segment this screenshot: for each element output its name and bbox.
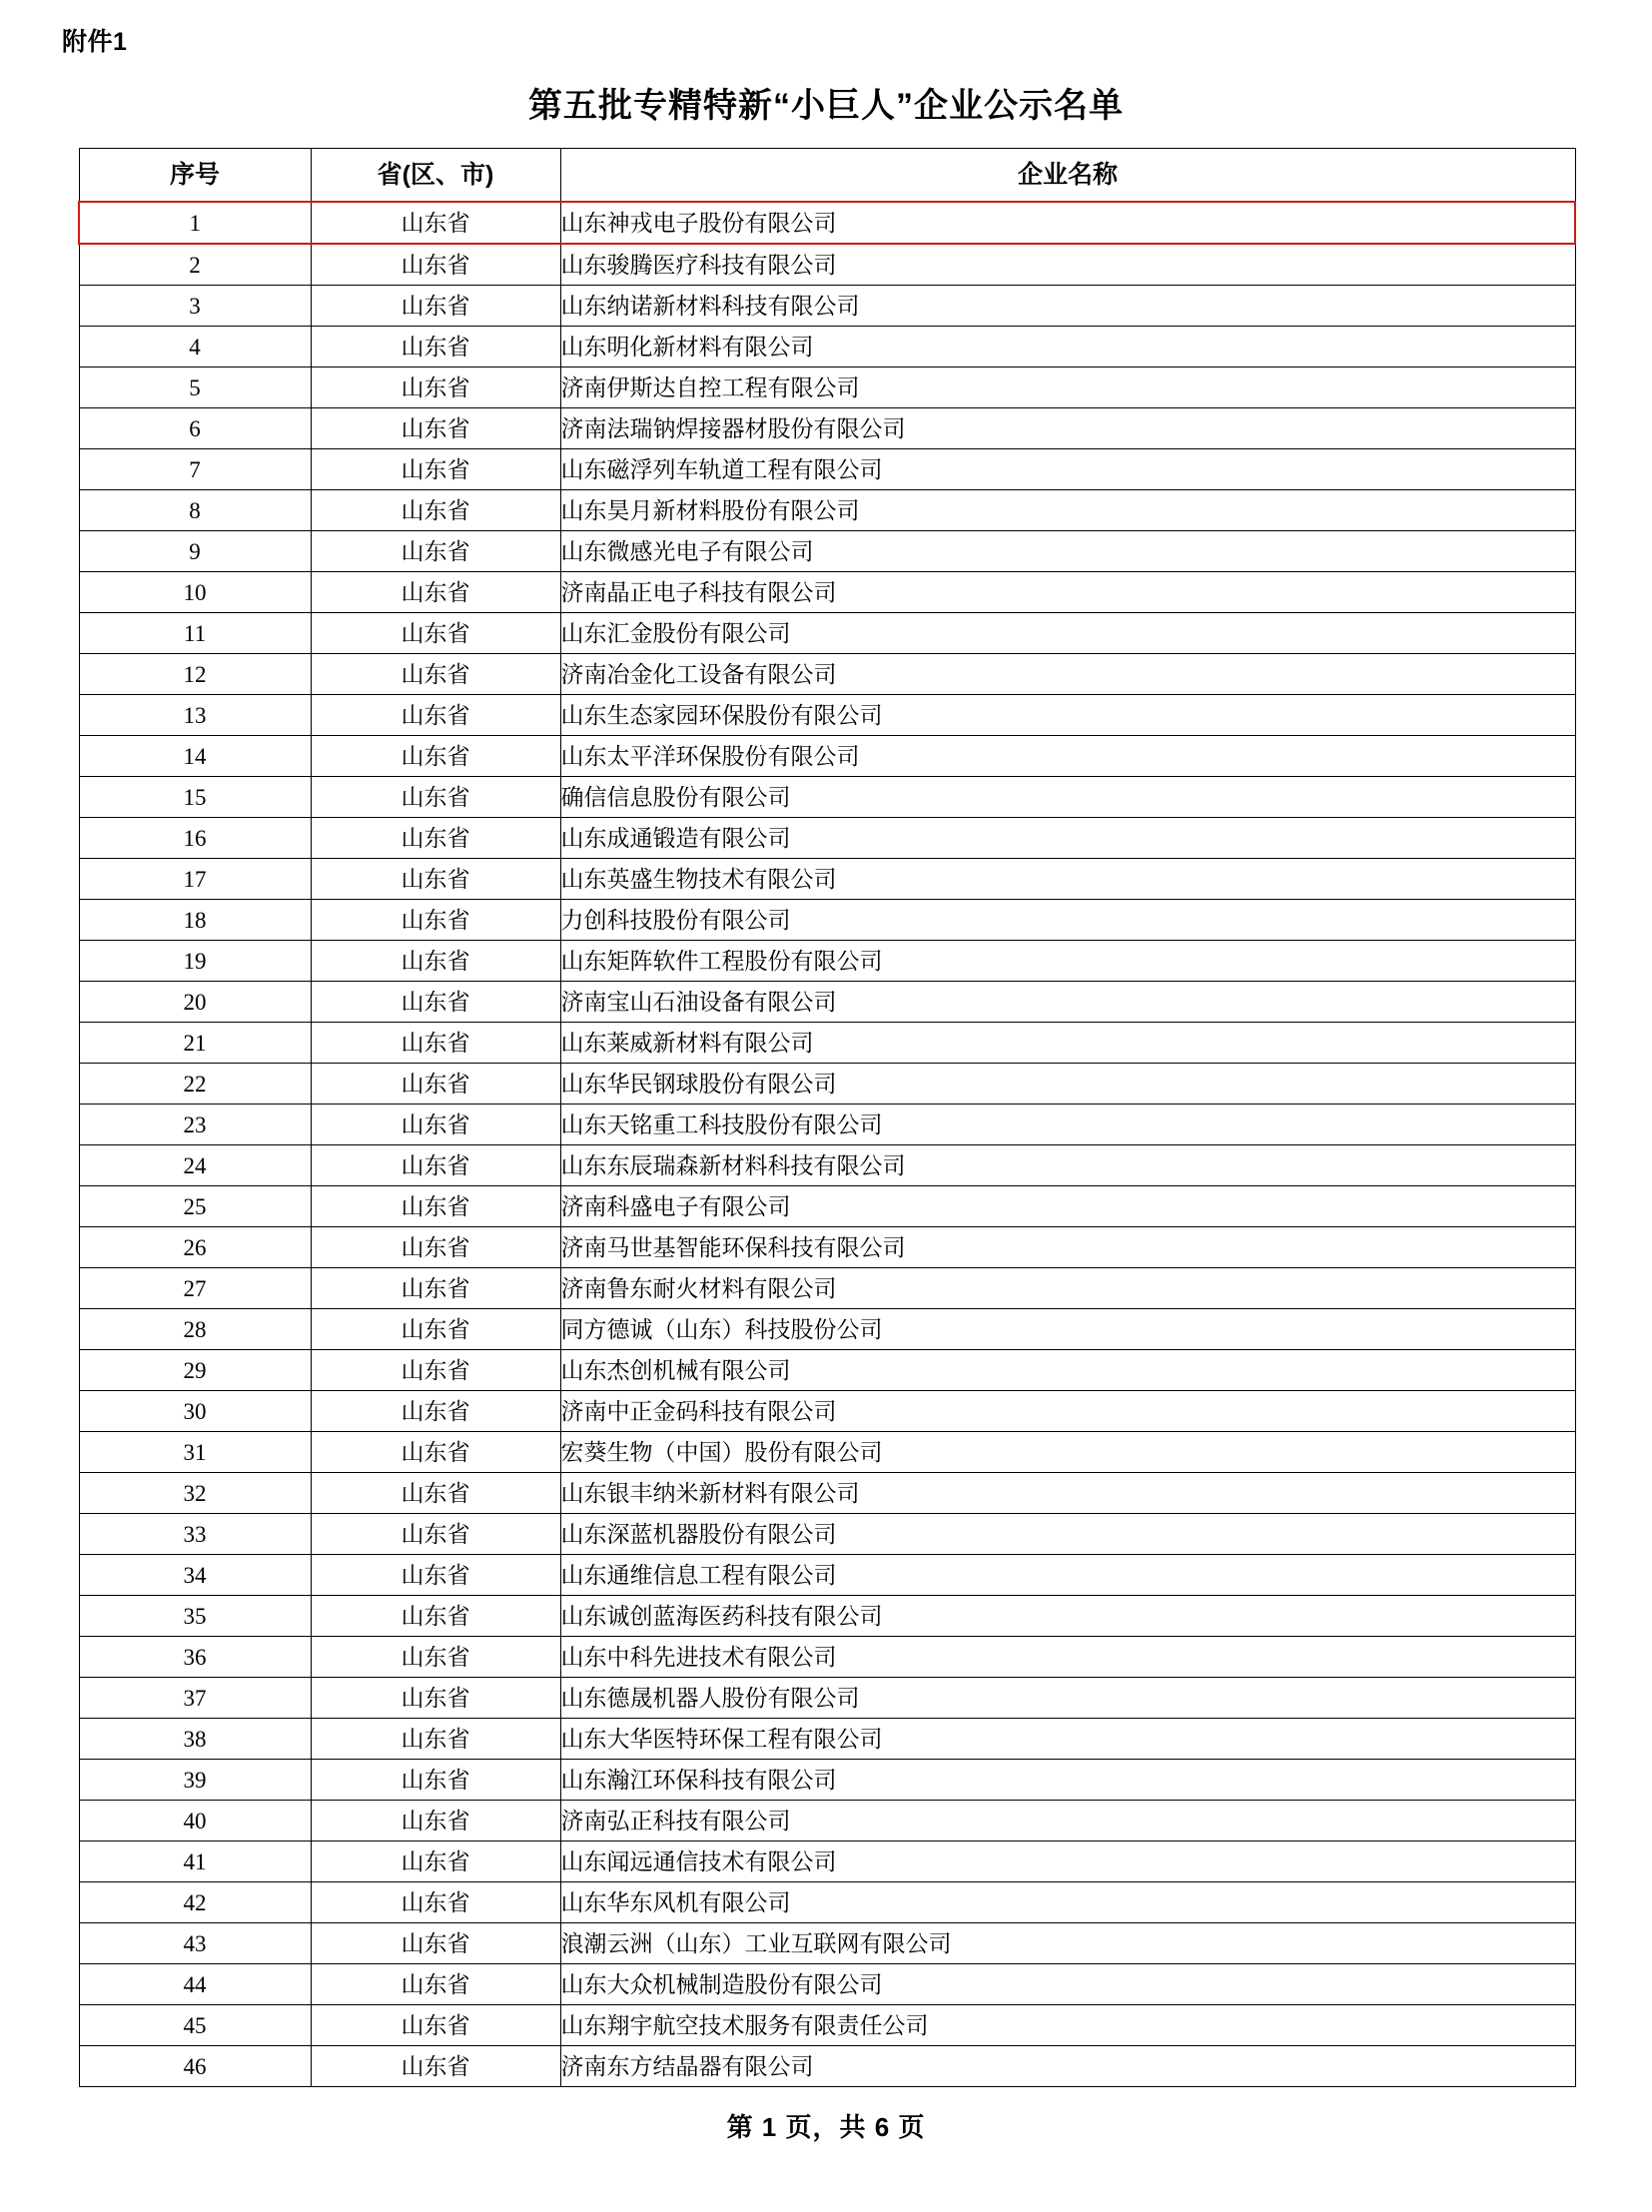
cell-province: 山东省 (311, 408, 560, 449)
cell-seq: 19 (79, 941, 311, 982)
cell-company: 山东德晟机器人股份有限公司 (560, 1678, 1575, 1719)
table-row (79, 1923, 1575, 1964)
cell-seq: 5 (79, 368, 311, 408)
cell-company: 山东翔宇航空技术服务有限责任公司 (560, 2005, 1575, 2046)
cell-seq: 42 (79, 1882, 311, 1923)
table-row (79, 368, 1575, 408)
cell-seq: 9 (79, 531, 311, 572)
cell-province: 山东省 (311, 1186, 560, 1227)
cell-company: 济南东方结晶器有限公司 (560, 2046, 1575, 2087)
table-row (79, 1555, 1575, 1596)
cell-province: 山东省 (311, 1432, 560, 1473)
cell-province: 山东省 (311, 900, 560, 941)
cell-company: 山东诚创蓝海医药科技有限公司 (560, 1596, 1575, 1637)
cell-province: 山东省 (311, 1801, 560, 1842)
cell-seq: 45 (79, 2005, 311, 2046)
cell-company: 山东成通锻造有限公司 (560, 818, 1575, 859)
cell-company: 山东大众机械制造股份有限公司 (560, 1964, 1575, 2005)
cell-company: 山东通维信息工程有限公司 (560, 1555, 1575, 1596)
table-row (79, 695, 1575, 736)
table-row (79, 1842, 1575, 1882)
table-row (79, 286, 1575, 327)
cell-province: 山东省 (311, 572, 560, 613)
cell-seq: 28 (79, 1309, 311, 1350)
table-row (79, 2046, 1575, 2087)
cell-company: 山东天铭重工科技股份有限公司 (560, 1105, 1575, 1145)
table-row (79, 1391, 1575, 1432)
table-row (79, 1637, 1575, 1678)
cell-company: 济南伊斯达自控工程有限公司 (560, 368, 1575, 408)
cell-seq: 26 (79, 1227, 311, 1268)
roster-table-body (79, 202, 1575, 2087)
table-row (79, 2005, 1575, 2046)
table-row (79, 531, 1575, 572)
cell-province: 山东省 (311, 1145, 560, 1186)
roster-table (78, 148, 1576, 2087)
cell-seq: 36 (79, 1637, 311, 1678)
column-header-seq: 序号 (79, 149, 311, 203)
cell-province: 山东省 (311, 1391, 560, 1432)
table-row (79, 1473, 1575, 1514)
cell-seq: 31 (79, 1432, 311, 1473)
cell-seq: 17 (79, 859, 311, 900)
table-row (79, 1023, 1575, 1064)
table-row (79, 859, 1575, 900)
cell-province: 山东省 (311, 1637, 560, 1678)
cell-province: 山东省 (311, 1514, 560, 1555)
cell-company: 山东大华医特环保工程有限公司 (560, 1719, 1575, 1760)
cell-seq: 15 (79, 777, 311, 818)
cell-province: 山东省 (311, 736, 560, 777)
table-row (79, 1350, 1575, 1391)
table-row (79, 1064, 1575, 1105)
cell-seq: 20 (79, 982, 311, 1023)
cell-company: 力创科技股份有限公司 (560, 900, 1575, 941)
table-row (79, 449, 1575, 490)
cell-company: 山东磁浮列车轨道工程有限公司 (560, 449, 1575, 490)
cell-province: 山东省 (311, 531, 560, 572)
table-row (79, 1268, 1575, 1309)
cell-province: 山东省 (311, 654, 560, 695)
cell-company: 济南马世基智能环保科技有限公司 (560, 1227, 1575, 1268)
cell-company: 山东瀚江环保科技有限公司 (560, 1760, 1575, 1801)
cell-company: 山东微感光电子有限公司 (560, 531, 1575, 572)
table-header-row (79, 149, 1575, 203)
cell-company: 浪潮云洲（山东）工业互联网有限公司 (560, 1923, 1575, 1964)
cell-seq: 22 (79, 1064, 311, 1105)
cell-province: 山东省 (311, 244, 560, 286)
cell-seq: 1 (79, 202, 311, 244)
cell-province: 山东省 (311, 1309, 560, 1350)
cell-seq: 2 (79, 244, 311, 286)
cell-province: 山东省 (311, 1760, 560, 1801)
cell-company: 宏葵生物（中国）股份有限公司 (560, 1432, 1575, 1473)
table-row (79, 654, 1575, 695)
table-row (79, 327, 1575, 368)
cell-company: 确信信息股份有限公司 (560, 777, 1575, 818)
cell-seq: 3 (79, 286, 311, 327)
table-row (79, 1186, 1575, 1227)
cell-seq: 30 (79, 1391, 311, 1432)
cell-province: 山东省 (311, 1555, 560, 1596)
table-row (79, 1432, 1575, 1473)
cell-province: 山东省 (311, 1964, 560, 2005)
cell-seq: 23 (79, 1105, 311, 1145)
cell-company: 济南宝山石油设备有限公司 (560, 982, 1575, 1023)
cell-company: 山东英盛生物技术有限公司 (560, 859, 1575, 900)
cell-seq: 14 (79, 736, 311, 777)
table-row (79, 1309, 1575, 1350)
cell-company: 济南法瑞钠焊接器材股份有限公司 (560, 408, 1575, 449)
cell-seq: 18 (79, 900, 311, 941)
table-row (79, 490, 1575, 531)
cell-seq: 32 (79, 1473, 311, 1514)
cell-company: 济南中正金码科技有限公司 (560, 1391, 1575, 1432)
cell-province: 山东省 (311, 202, 560, 244)
cell-company: 同方德诚（山东）科技股份公司 (560, 1309, 1575, 1350)
column-header-province: 省(区、市) (311, 149, 560, 203)
cell-company: 山东中科先进技术有限公司 (560, 1637, 1575, 1678)
cell-province: 山东省 (311, 1268, 560, 1309)
cell-seq: 21 (79, 1023, 311, 1064)
cell-company: 山东生态家园环保股份有限公司 (560, 695, 1575, 736)
cell-province: 山东省 (311, 1350, 560, 1391)
cell-company: 济南晶正电子科技有限公司 (560, 572, 1575, 613)
cell-company: 山东太平洋环保股份有限公司 (560, 736, 1575, 777)
cell-seq: 13 (79, 695, 311, 736)
cell-company: 山东银丰纳米新材料有限公司 (560, 1473, 1575, 1514)
cell-province: 山东省 (311, 2046, 560, 2087)
table-row (79, 1105, 1575, 1145)
page-title: 第五批专精特新“小巨人”企业公示名单 (528, 87, 1124, 125)
table-row (79, 1596, 1575, 1637)
cell-province: 山东省 (311, 1678, 560, 1719)
cell-seq: 24 (79, 1145, 311, 1186)
cell-seq: 34 (79, 1555, 311, 1596)
cell-province: 山东省 (311, 1596, 560, 1637)
cell-seq: 29 (79, 1350, 311, 1391)
cell-province: 山东省 (311, 982, 560, 1023)
table-row (79, 900, 1575, 941)
cell-company: 济南弘正科技有限公司 (560, 1801, 1575, 1842)
cell-seq: 43 (79, 1923, 311, 1964)
cell-province: 山东省 (311, 1023, 560, 1064)
cell-seq: 11 (79, 613, 311, 654)
cell-seq: 7 (79, 449, 311, 490)
cell-company: 山东杰创机械有限公司 (560, 1350, 1575, 1391)
table-row (79, 1514, 1575, 1555)
cell-province: 山东省 (311, 1473, 560, 1514)
cell-province: 山东省 (311, 449, 560, 490)
cell-company: 山东昊月新材料股份有限公司 (560, 490, 1575, 531)
cell-province: 山东省 (311, 695, 560, 736)
cell-seq: 16 (79, 818, 311, 859)
cell-province: 山东省 (311, 286, 560, 327)
cell-province: 山东省 (311, 368, 560, 408)
table-row (79, 202, 1575, 244)
column-header-company: 企业名称 (560, 149, 1575, 203)
cell-seq: 25 (79, 1186, 311, 1227)
cell-company: 山东华民钢球股份有限公司 (560, 1064, 1575, 1105)
cell-province: 山东省 (311, 1923, 560, 1964)
cell-company: 济南鲁东耐火材料有限公司 (560, 1268, 1575, 1309)
table-row (79, 1964, 1575, 2005)
cell-company: 山东东辰瑞森新材料科技有限公司 (560, 1145, 1575, 1186)
cell-seq: 8 (79, 490, 311, 531)
cell-company: 山东明化新材料有限公司 (560, 327, 1575, 368)
cell-seq: 10 (79, 572, 311, 613)
cell-seq: 4 (79, 327, 311, 368)
cell-seq: 40 (79, 1801, 311, 1842)
table-row (79, 1145, 1575, 1186)
roster-table-container (78, 148, 1574, 2087)
table-row (79, 1882, 1575, 1923)
table-row (79, 1760, 1575, 1801)
cell-company: 山东闻远通信技术有限公司 (560, 1842, 1575, 1882)
cell-company: 山东骏腾医疗科技有限公司 (560, 244, 1575, 286)
cell-province: 山东省 (311, 1719, 560, 1760)
cell-province: 山东省 (311, 1105, 560, 1145)
table-row (79, 572, 1575, 613)
cell-seq: 46 (79, 2046, 311, 2087)
table-row (79, 982, 1575, 1023)
cell-seq: 33 (79, 1514, 311, 1555)
cell-company: 山东汇金股份有限公司 (560, 613, 1575, 654)
cell-seq: 6 (79, 408, 311, 449)
table-row (79, 408, 1575, 449)
cell-company: 山东神戎电子股份有限公司 (560, 202, 1575, 244)
cell-province: 山东省 (311, 818, 560, 859)
cell-province: 山东省 (311, 2005, 560, 2046)
attachment-label: 附件1 (62, 28, 128, 56)
cell-province: 山东省 (311, 490, 560, 531)
cell-seq: 35 (79, 1596, 311, 1637)
cell-company: 济南冶金化工设备有限公司 (560, 654, 1575, 695)
page-footer: 第 1 页，共 6 页 (726, 2112, 926, 2142)
table-row (79, 736, 1575, 777)
table-row (79, 1719, 1575, 1760)
cell-seq: 38 (79, 1719, 311, 1760)
table-row (79, 1227, 1575, 1268)
cell-company: 山东华东风机有限公司 (560, 1882, 1575, 1923)
table-row (79, 818, 1575, 859)
table-row (79, 613, 1575, 654)
cell-province: 山东省 (311, 941, 560, 982)
cell-province: 山东省 (311, 1842, 560, 1882)
cell-company: 山东矩阵软件工程股份有限公司 (560, 941, 1575, 982)
cell-province: 山东省 (311, 327, 560, 368)
cell-seq: 27 (79, 1268, 311, 1309)
cell-company: 山东莱威新材料有限公司 (560, 1023, 1575, 1064)
table-row (79, 777, 1575, 818)
cell-province: 山东省 (311, 1064, 560, 1105)
cell-seq: 37 (79, 1678, 311, 1719)
cell-province: 山东省 (311, 1227, 560, 1268)
cell-province: 山东省 (311, 1882, 560, 1923)
cell-company: 山东纳诺新材料科技有限公司 (560, 286, 1575, 327)
table-row (79, 941, 1575, 982)
cell-company: 山东深蓝机器股份有限公司 (560, 1514, 1575, 1555)
table-row (79, 1801, 1575, 1842)
cell-seq: 44 (79, 1964, 311, 2005)
cell-province: 山东省 (311, 613, 560, 654)
cell-seq: 12 (79, 654, 311, 695)
cell-province: 山东省 (311, 777, 560, 818)
cell-company: 济南科盛电子有限公司 (560, 1186, 1575, 1227)
cell-seq: 39 (79, 1760, 311, 1801)
table-row (79, 244, 1575, 286)
cell-seq: 41 (79, 1842, 311, 1882)
cell-province: 山东省 (311, 859, 560, 900)
table-row (79, 1678, 1575, 1719)
